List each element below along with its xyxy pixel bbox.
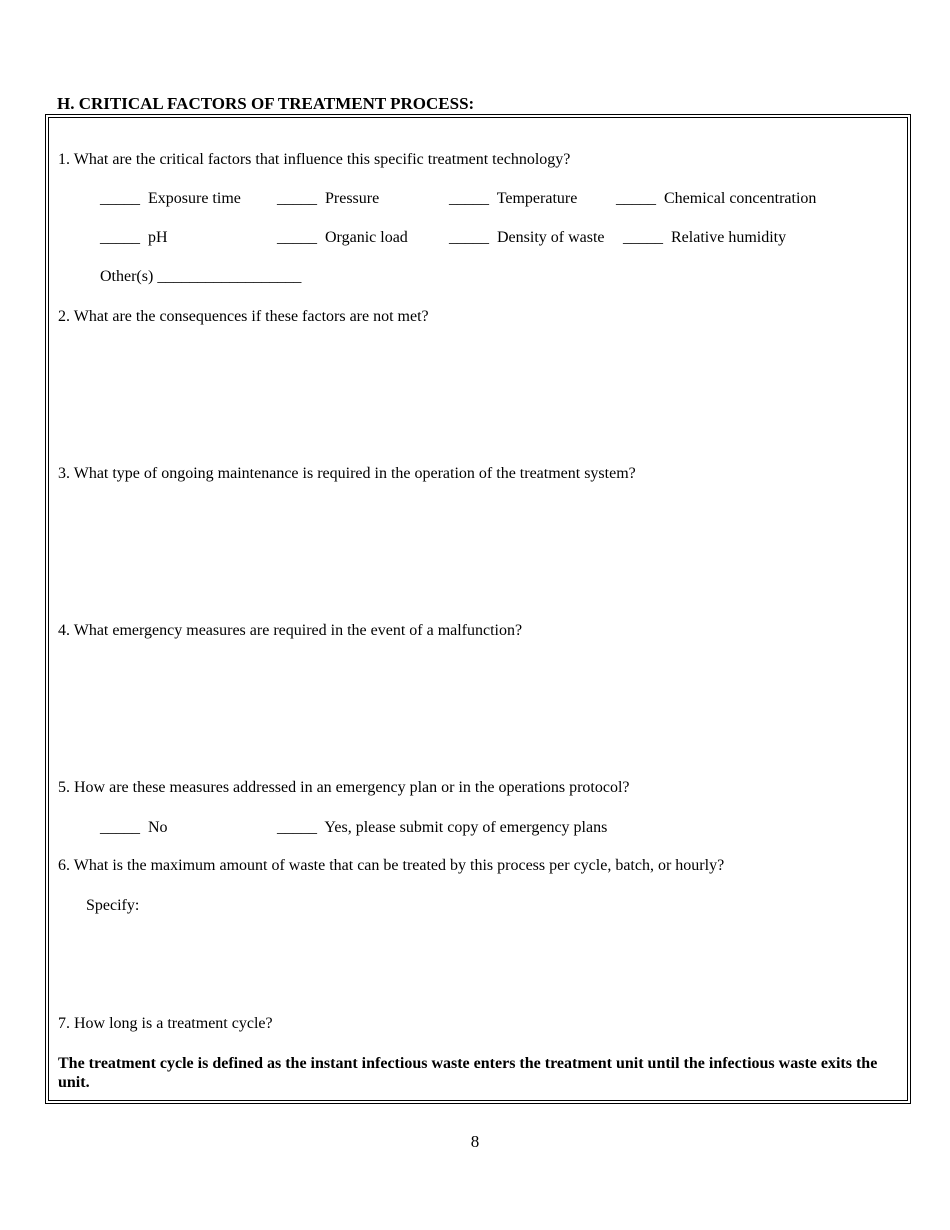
treatment-cycle-definition: The treatment cycle is defined as the instant infectious waste enters the treatment unit until the infectious waste exits the unit. bbox=[58, 1055, 878, 1091]
option-temperature[interactable] bbox=[449, 190, 577, 208]
answer-blank: _____ bbox=[623, 229, 663, 246]
option-exposure-time[interactable] bbox=[100, 190, 241, 208]
answer-blank: _____ bbox=[100, 819, 140, 836]
option-density-of-waste[interactable] bbox=[449, 229, 605, 247]
option-label: Density of waste bbox=[497, 229, 605, 246]
option-others[interactable] bbox=[100, 268, 301, 286]
option-label: Yes, please submit copy of emergency plans bbox=[324, 819, 608, 836]
option-label: Chemical concentration bbox=[664, 190, 817, 207]
option-no[interactable] bbox=[100, 819, 168, 837]
others-label: Other(s) bbox=[100, 268, 154, 285]
question-1: 1. What are the critical factors that influence this specific treatment technology? bbox=[58, 151, 571, 168]
answer-blank: _____ bbox=[277, 229, 317, 246]
option-ph[interactable] bbox=[100, 229, 168, 247]
answer-blank: _____ bbox=[449, 190, 489, 207]
option-label: Organic load bbox=[325, 229, 408, 246]
answer-blank: _____ bbox=[277, 819, 317, 836]
answer-blank: _____ bbox=[449, 229, 489, 246]
option-pressure[interactable] bbox=[277, 190, 379, 208]
option-label: Relative humidity bbox=[671, 229, 787, 246]
section-heading: H. CRITICAL FACTORS OF TREATMENT PROCESS: bbox=[57, 94, 475, 113]
option-chemical-concentration[interactable] bbox=[616, 190, 816, 208]
question-2: 2. What are the consequences if these factors are not met? bbox=[58, 308, 429, 325]
option-organic-load[interactable] bbox=[277, 229, 408, 247]
page-number: 8 bbox=[470, 1132, 480, 1151]
option-yes[interactable] bbox=[277, 819, 607, 837]
question-3: 3. What type of ongoing maintenance is required in the operation of the treatment system? bbox=[58, 465, 636, 482]
others-input[interactable]: __________________ bbox=[157, 268, 302, 285]
option-label: Exposure time bbox=[148, 190, 241, 207]
option-label: No bbox=[148, 819, 168, 836]
answer-blank: _____ bbox=[100, 229, 140, 246]
question-7: 7. How long is a treatment cycle? bbox=[58, 1015, 273, 1032]
question-6: 6. What is the maximum amount of waste that can be treated by this process per cycle, batch, or hourly? bbox=[58, 857, 725, 874]
option-label: Pressure bbox=[325, 190, 380, 207]
specify-label: Specify: bbox=[86, 897, 140, 914]
answer-blank: _____ bbox=[277, 190, 317, 207]
option-relative-humidity[interactable] bbox=[623, 229, 786, 247]
question-4: 4. What emergency measures are required in the event of a malfunction? bbox=[58, 622, 523, 639]
answer-blank: _____ bbox=[100, 190, 140, 207]
answer-blank: _____ bbox=[616, 190, 656, 207]
option-label: pH bbox=[148, 229, 168, 246]
option-label: Temperature bbox=[496, 190, 578, 207]
question-5: 5. How are these measures addressed in an emergency plan or in the operations protocol? bbox=[58, 779, 630, 796]
form-frame bbox=[45, 114, 911, 1104]
